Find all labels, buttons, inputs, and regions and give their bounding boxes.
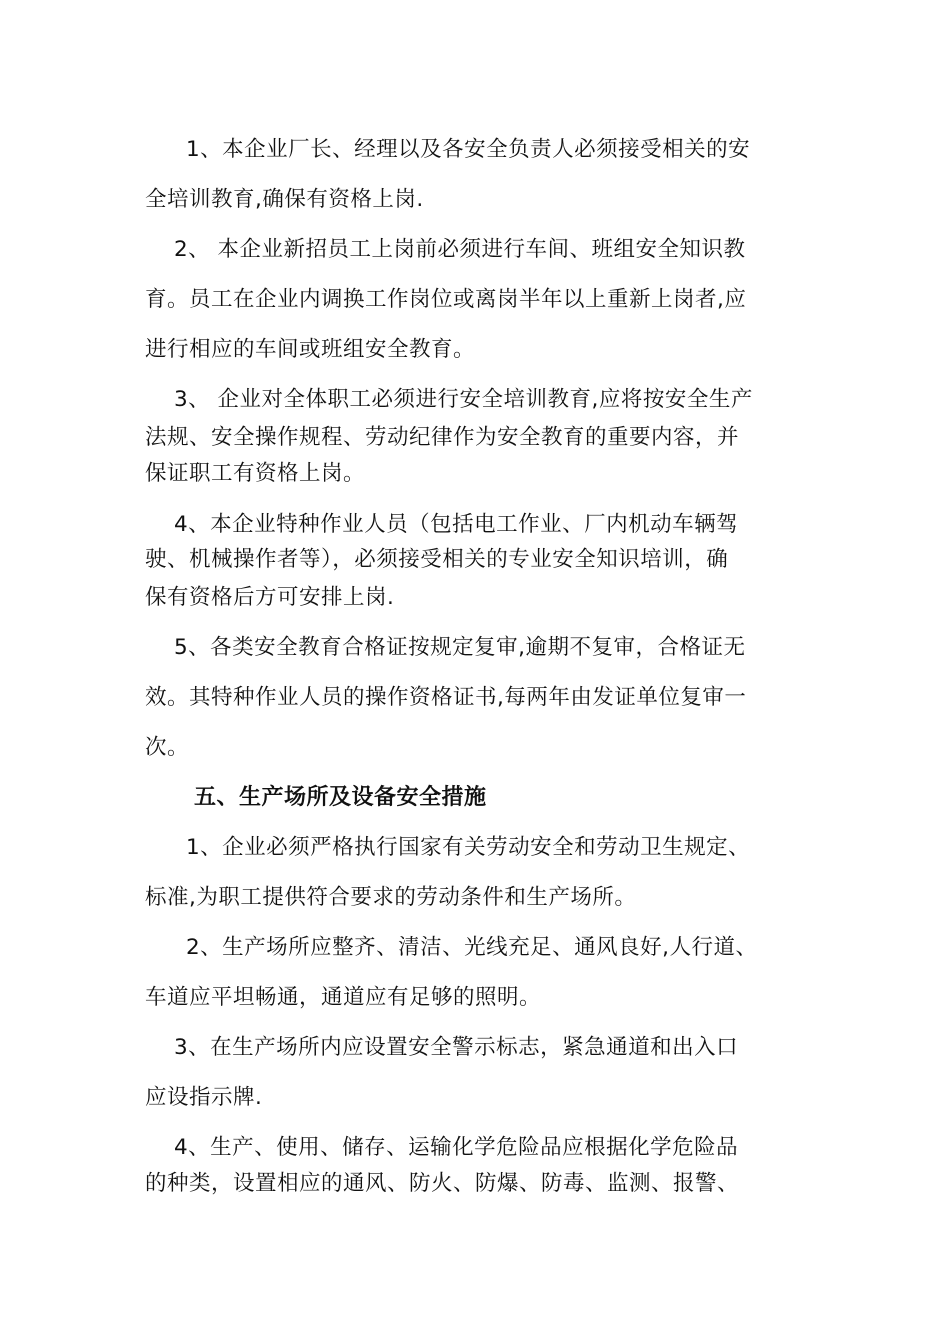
section-heading: 五、生产场所及设备安全措施 (194, 785, 487, 810)
section-item-4-line-1: 4、生产、使用、储存、运输化学危险品应根据化学危险品 (174, 1135, 739, 1160)
paragraph-5-line-1: 5、各类安全教育合格证按规定复审,逾期不复审，合格证无 (174, 635, 746, 660)
section-item-3-line-1: 3、在生产场所内应设置安全警示标志，紧急通道和出入口 (174, 1035, 739, 1060)
paragraph-5-line-3: 次。 (145, 735, 190, 760)
paragraph-2-line-3: 进行相应的车间或班组安全教育。 (145, 337, 476, 362)
section-item-1-line-2: 标准,为职工提供符合要求的劳动条件和生产场所。 (145, 885, 637, 910)
section-item-1-line-1: 1、企业必须严格执行国家有关劳动安全和劳动卫生规定、 (186, 835, 751, 860)
paragraph-2-line-2: 育。员工在企业内调换工作岗位或离岗半年以上重新上岗者,应 (145, 287, 747, 312)
paragraph-1-line-1: 1、本企业厂长、经理以及各安全负责人必须接受相关的安 (186, 137, 751, 162)
paragraph-5-line-2: 效。其特种作业人员的操作资格证书,每两年由发证单位复审一 (145, 685, 747, 710)
section-item-2-line-2: 车道应平坦畅通，通道应有足够的照明。 (145, 985, 542, 1010)
section-item-2-line-1: 2、生产场所应整齐、清洁、光线充足、通风良好,人行道、 (186, 935, 758, 960)
paragraph-4-line-1: 4、本企业特种作业人员（包括电工作业、厂内机动车辆驾 (174, 512, 739, 537)
paragraph-2-line-1: 2、 本企业新招员工上岗前必须进行车间、班组安全知识教 (174, 237, 746, 262)
paragraph-4-line-2: 驶、机械操作者等），必须接受相关的专业安全知识培训，确 (145, 547, 729, 572)
paragraph-3-line-1: 3、 企业对全体职工必须进行安全培训教育,应将按安全生产 (174, 387, 753, 412)
paragraph-4-line-3: 保有资格后方可安排上岗. (145, 585, 395, 610)
section-item-3-line-2: 应设指示牌. (145, 1085, 263, 1110)
section-item-4-line-2: 的种类，设置相应的通风、防火、防爆、防毒、监测、报警、 (145, 1171, 740, 1196)
paragraph-3-line-3: 保证职工有资格上岗。 (145, 461, 366, 486)
paragraph-3-line-2: 法规、安全操作规程、劳动纪律作为安全教育的重要内容，并 (145, 425, 740, 450)
paragraph-1-line-2: 全培训教育,确保有资格上岗. (145, 187, 424, 212)
